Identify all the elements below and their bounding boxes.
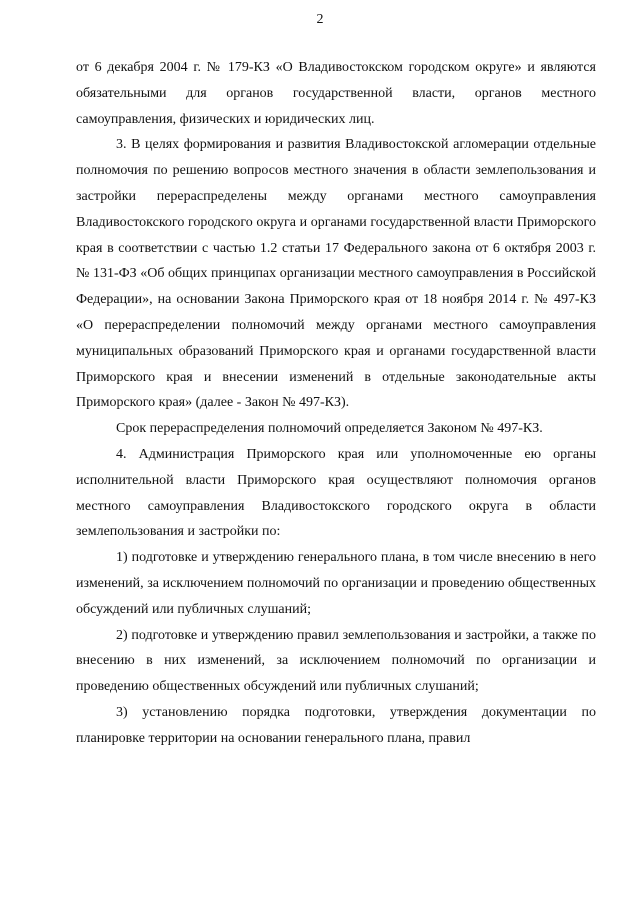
document-body <box>76 55 596 752</box>
paragraph-subitem-1: 1) подготовке и утверждению генерального плана, в том числе внесению в него изменений, за исключением полномочий по организации и проведению общественных обсуждений или публичных слушаний; <box>76 550 596 617</box>
paragraph-subitem-2: 2) подготовке и утверждению правил землепользования и застройки, а также по внесению в них изменений, за исключением полномочий по организации и проведению общественных обсуждений или публичных слушаний; <box>76 627 596 695</box>
paragraph-item-3: 3. В целях формирования и развития Владивостокской агломерации отдельные полномочия по решению вопросов местного значения в области землепользования и застройки перераспределены между органами местного самоуправления Владивостокского городского округа и органами государственной власти Приморского края в соответствии с частью 1.2 статьи 17 Федерального закона от 6 октября 2003 г. № 131-ФЗ «Об общих принципах организации местного самоуправления в Российской Федерации», на основании Закона Приморского края от 18 ноября 2014 г. № 497-КЗ «О перераспределении полномочий между органами местного самоуправления муниципальных образований Приморского края и органами государственной власти Приморского края и внесении изменений в отдельные законодательные акты Приморского края» (далее - Закон № 497-КЗ). <box>76 137 596 411</box>
paragraph-term: Срок перераспределения полномочий определяется Законом № 497-КЗ. <box>116 421 543 437</box>
paragraph-item-4: 4. Администрация Приморского края или уполномоченные ею органы исполнительной власти Приморского края осуществляют полномочия органов местного самоуправления Владивостокского городского округа в области землепользования и застройки по: <box>76 446 596 540</box>
paragraph-continuation: от 6 декабря 2004 г. № 179-КЗ «О Владивостокском городском округе» и являются обязательными для органов государственной власти, органов местного самоуправления, физических и юридических лиц. <box>76 60 596 127</box>
page-number: 2 <box>316 12 324 27</box>
paragraph-subitem-3: 3) установлению порядка подготовки, утверждения документации по планировке территории на основании генерального плана, правил <box>76 704 596 746</box>
